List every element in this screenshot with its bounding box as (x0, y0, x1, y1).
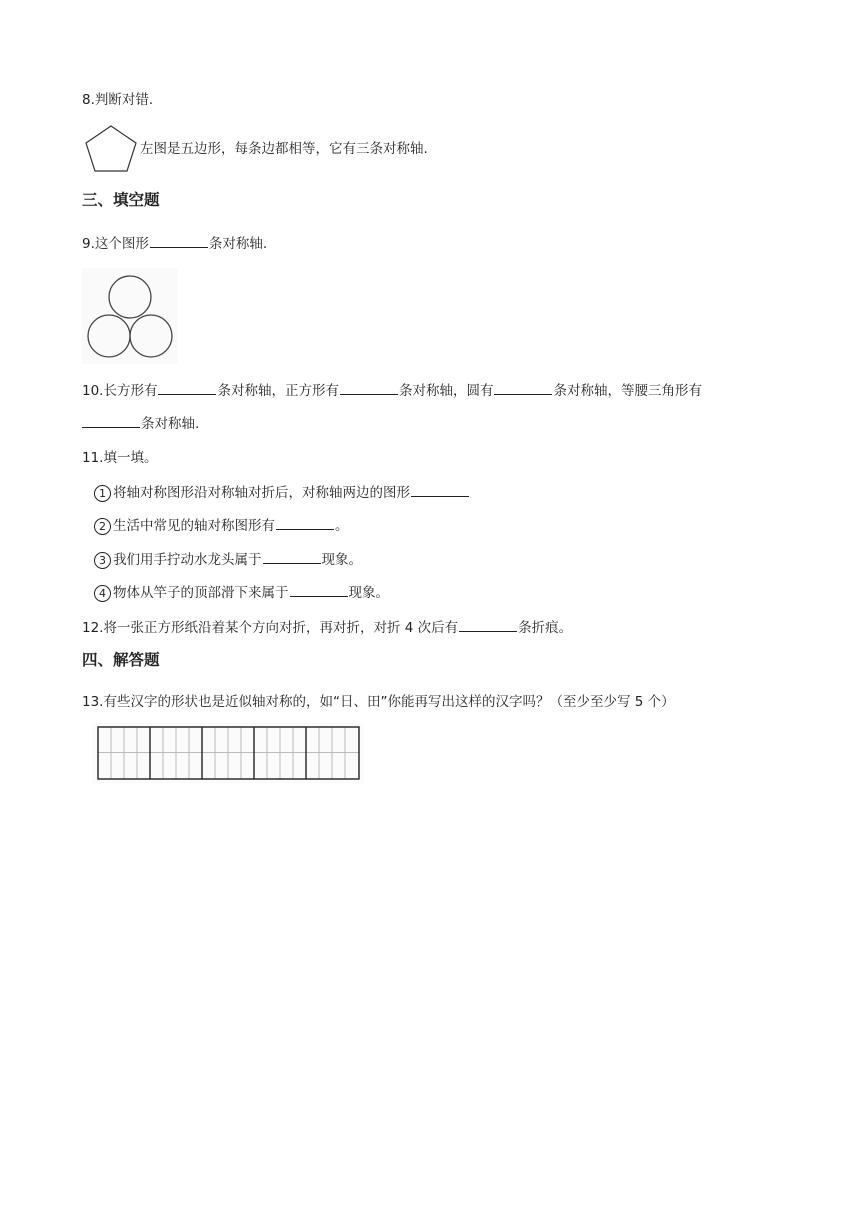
q10-line-1 (82, 380, 702, 401)
q10-blank-rectangle[interactable] (158, 380, 216, 395)
q10-blank-isosceles[interactable] (82, 413, 140, 428)
circled-number: 3 (94, 552, 111, 569)
pentagon-figure (84, 124, 140, 174)
q9-line (82, 233, 267, 254)
q11-item-after: 现象。 (348, 585, 389, 601)
circled-number: 4 (94, 585, 111, 602)
circled-number: 1 (94, 485, 111, 502)
q11-item-text: 将轴对称图形沿对称轴对折后，对称轴两边的图形 (113, 485, 410, 501)
three-circles-figure (82, 268, 178, 364)
q9-suffix: 条对称轴. (208, 236, 268, 252)
q11-item (94, 549, 362, 570)
q10-blank-square[interactable] (340, 380, 398, 395)
section-heading-answer: 四、解答题 (82, 651, 160, 669)
q11-item-text: 我们用手拧动水龙头属于 (113, 552, 262, 568)
q10-part-3: 条对称轴，圆有 (398, 383, 494, 399)
q8-statement: 左图是五边形，每条边都相等，它有三条对称轴. (140, 141, 428, 157)
writing-grid[interactable] (92, 723, 364, 783)
q11-item (94, 582, 389, 603)
q11-item (94, 515, 349, 536)
circled-number: 2 (94, 518, 111, 535)
q10-part-1: 10.长方形有 (82, 383, 158, 399)
q9-prefix: 9.这个图形 (82, 236, 149, 252)
q11-item-text: 物体从竿子的顶部滑下来属于 (113, 585, 289, 601)
q12-answer-blank[interactable] (459, 617, 517, 632)
q8-title: 8.判断对错. (82, 92, 154, 108)
section-heading-fill-in: 三、填空题 (82, 191, 160, 209)
q10-part-4: 条对称轴，等腰三角形有 (553, 383, 702, 399)
q9-answer-blank[interactable] (150, 233, 208, 248)
q12-line (82, 617, 572, 638)
q10-part-5: 条对称轴. (141, 416, 200, 432)
q10-line-2 (82, 413, 199, 434)
q11-blank-4[interactable] (290, 582, 348, 597)
q11-blank-3[interactable] (263, 549, 321, 564)
q11-title: 11.填一填。 (82, 450, 158, 466)
q11-item-text: 生活中常见的轴对称图形有 (113, 518, 275, 534)
q11-item (94, 482, 470, 503)
q11-blank-2[interactable] (276, 515, 334, 530)
q11-item-after: 现象。 (321, 552, 362, 568)
q12-after: 条折痕。 (518, 620, 573, 636)
q12-text: 12.将一张正方形纸沿着某个方向对折，再对折，对折 4 次后有 (82, 620, 459, 636)
q11-item-after: 。 (335, 518, 349, 534)
q11-blank-1[interactable] (411, 482, 469, 497)
q13-text: 13.有些汉字的形状也是近似轴对称的，如“日、田”你能再写出这样的汉字吗？（至少至少写 5 个） (82, 694, 675, 710)
q10-part-2: 条对称轴，正方形有 (217, 383, 339, 399)
q10-blank-circle[interactable] (494, 380, 552, 395)
